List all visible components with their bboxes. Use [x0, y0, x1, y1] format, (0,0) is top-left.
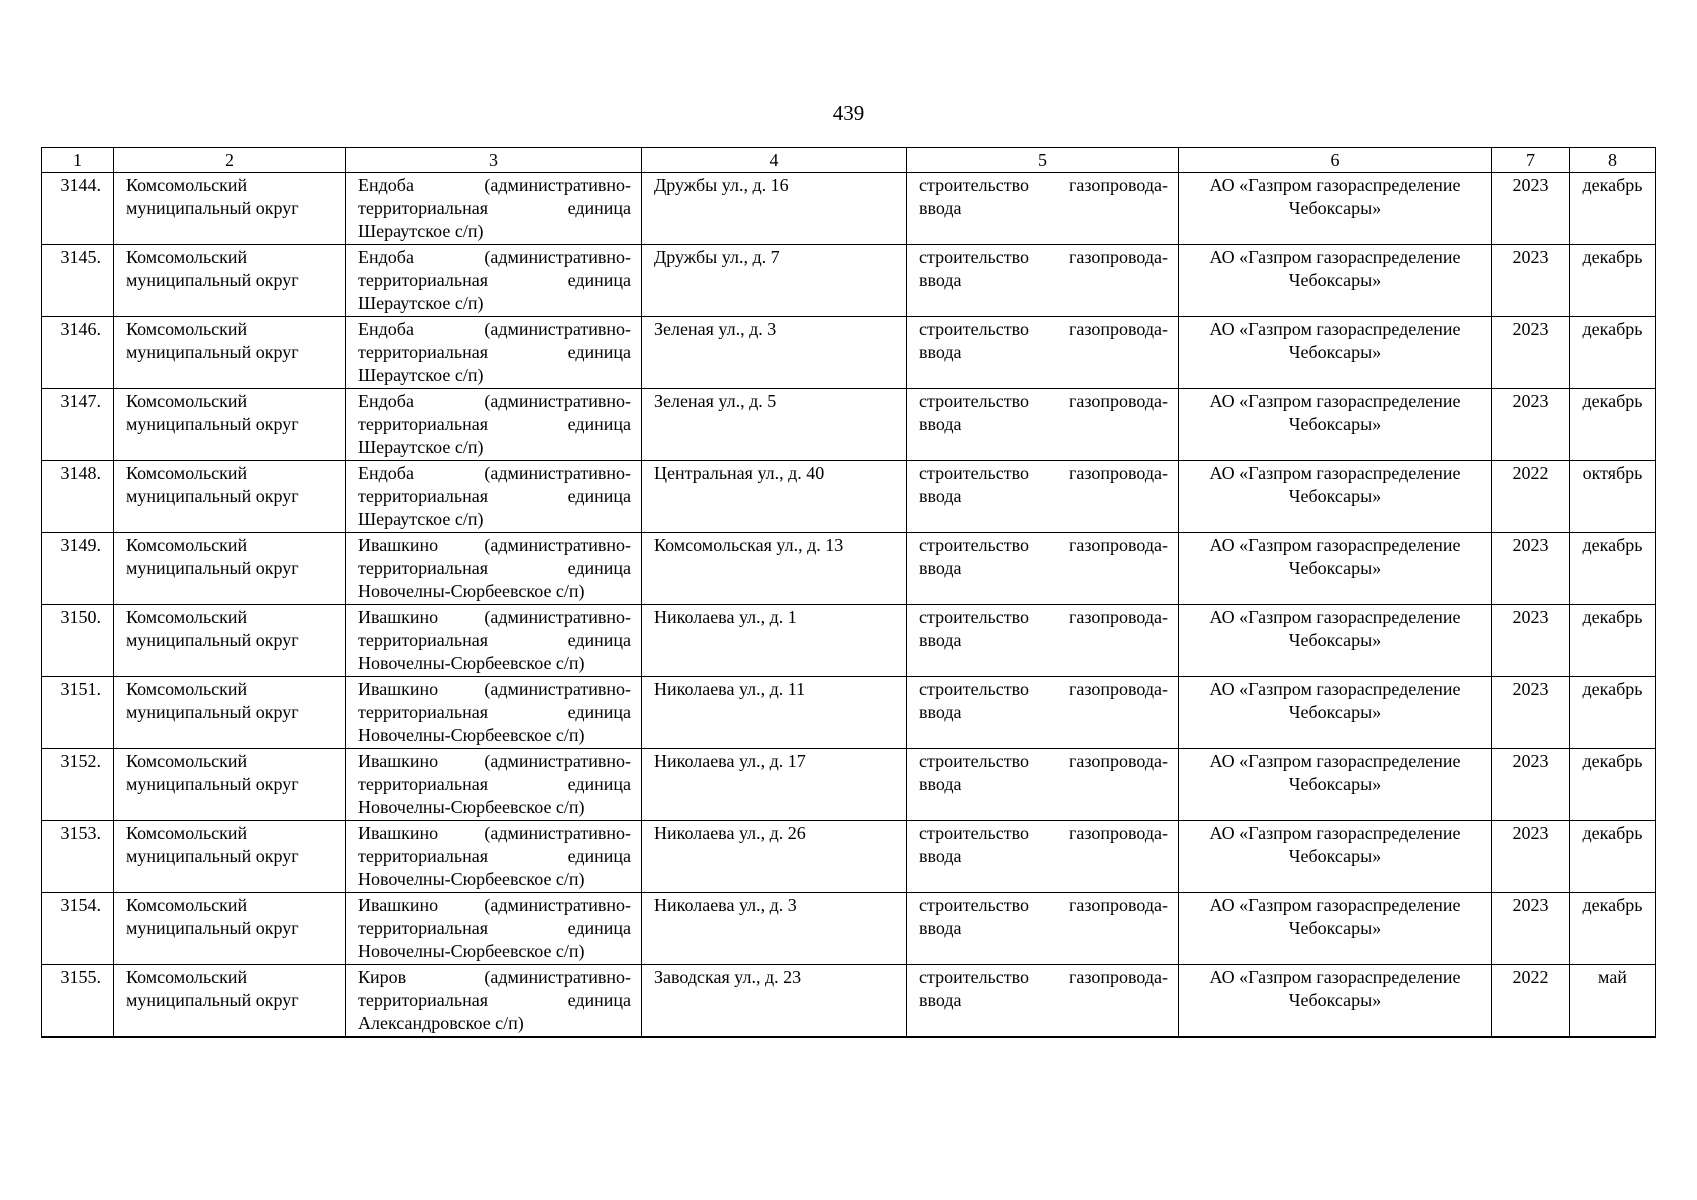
district-cell: Комсомольский муниципальный округ [114, 317, 346, 389]
table-header-row [42, 148, 1656, 173]
month-cell: декабрь [1570, 749, 1656, 821]
district-cell: Комсомольский муниципальный округ [114, 893, 346, 965]
row-number: 3155. [42, 965, 114, 1038]
operator-cell: АО «Газпром газораспределение Чебоксары» [1179, 317, 1492, 389]
objects-table [41, 147, 1656, 1038]
operator-cell: АО «Газпром газораспределение Чебоксары» [1179, 533, 1492, 605]
col-header-5: 5 [907, 148, 1179, 173]
district-cell: Комсомольский муниципальный округ [114, 245, 346, 317]
work-cell: строительство газопровода-ввода [907, 965, 1179, 1038]
row-number: 3145. [42, 245, 114, 317]
address-cell: Николаева ул., д. 11 [642, 677, 907, 749]
col-header-6: 6 [1179, 148, 1492, 173]
district-cell: Комсомольский муниципальный округ [114, 965, 346, 1038]
work-cell: строительство газопровода-ввода [907, 389, 1179, 461]
row-number: 3146. [42, 317, 114, 389]
operator-cell: АО «Газпром газораспределение Чебоксары» [1179, 605, 1492, 677]
address-cell: Николаева ул., д. 26 [642, 821, 907, 893]
year-cell: 2023 [1492, 245, 1570, 317]
month-cell: октябрь [1570, 461, 1656, 533]
address-cell: Зеленая ул., д. 5 [642, 389, 907, 461]
work-cell: строительство газопровода-ввода [907, 677, 1179, 749]
work-cell: строительство газопровода-ввода [907, 893, 1179, 965]
operator-cell: АО «Газпром газораспределение Чебоксары» [1179, 461, 1492, 533]
month-cell: май [1570, 965, 1656, 1038]
table-row [42, 317, 1656, 389]
operator-cell: АО «Газпром газораспределение Чебоксары» [1179, 893, 1492, 965]
address-cell: Комсомольская ул., д. 13 [642, 533, 907, 605]
table-row [42, 893, 1656, 965]
work-cell: строительство газопровода-ввода [907, 245, 1179, 317]
row-number: 3151. [42, 677, 114, 749]
locality-cell: Ендоба (административно-территориальная единица Шераутское с/п) [346, 173, 642, 245]
table-row [42, 173, 1656, 245]
district-cell: Комсомольский муниципальный округ [114, 389, 346, 461]
operator-cell: АО «Газпром газораспределение Чебоксары» [1179, 389, 1492, 461]
col-header-8: 8 [1570, 148, 1656, 173]
district-cell: Комсомольский муниципальный округ [114, 605, 346, 677]
operator-cell: АО «Газпром газораспределение Чебоксары» [1179, 749, 1492, 821]
table-row [42, 389, 1656, 461]
work-cell: строительство газопровода-ввода [907, 317, 1179, 389]
month-cell: декабрь [1570, 389, 1656, 461]
locality-cell: Киров (административно-территориальная единица Александровское с/п) [346, 965, 642, 1038]
year-cell: 2023 [1492, 677, 1570, 749]
page-number: 439 [832, 101, 865, 125]
row-number: 3147. [42, 389, 114, 461]
month-cell: декабрь [1570, 533, 1656, 605]
work-cell: строительство газопровода-ввода [907, 821, 1179, 893]
table-row [42, 245, 1656, 317]
year-cell: 2023 [1492, 821, 1570, 893]
locality-cell: Ивашкино (административно-территориальная единица Новочелны-Сюрбеевское с/п) [346, 749, 642, 821]
col-header-1: 1 [42, 148, 114, 173]
district-cell: Комсомольский муниципальный округ [114, 173, 346, 245]
operator-cell: АО «Газпром газораспределение Чебоксары» [1179, 821, 1492, 893]
locality-cell: Ивашкино (административно-территориальная единица Новочелны-Сюрбеевское с/п) [346, 893, 642, 965]
row-number: 3149. [42, 533, 114, 605]
table-row [42, 821, 1656, 893]
row-number: 3150. [42, 605, 114, 677]
table-row [42, 677, 1656, 749]
address-cell: Николаева ул., д. 3 [642, 893, 907, 965]
address-cell: Дружбы ул., д. 7 [642, 245, 907, 317]
operator-cell: АО «Газпром газораспределение Чебоксары» [1179, 173, 1492, 245]
table-row [42, 461, 1656, 533]
month-cell: декабрь [1570, 317, 1656, 389]
district-cell: Комсомольский муниципальный округ [114, 461, 346, 533]
year-cell: 2023 [1492, 317, 1570, 389]
address-cell: Николаева ул., д. 1 [642, 605, 907, 677]
table-row [42, 749, 1656, 821]
address-cell: Заводская ул., д. 23 [642, 965, 907, 1038]
locality-cell: Ендоба (административно-территориальная единица Шераутское с/п) [346, 245, 642, 317]
locality-cell: Ивашкино (административно-территориальная единица Новочелны-Сюрбеевское с/п) [346, 533, 642, 605]
table-row [42, 605, 1656, 677]
locality-cell: Ендоба (административно-территориальная единица Шераутское с/п) [346, 317, 642, 389]
address-cell: Центральная ул., д. 40 [642, 461, 907, 533]
year-cell: 2022 [1492, 965, 1570, 1038]
work-cell: строительство газопровода-ввода [907, 533, 1179, 605]
row-number: 3153. [42, 821, 114, 893]
col-header-7: 7 [1492, 148, 1570, 173]
address-cell: Николаева ул., д. 17 [642, 749, 907, 821]
district-cell: Комсомольский муниципальный округ [114, 821, 346, 893]
district-cell: Комсомольский муниципальный округ [114, 749, 346, 821]
month-cell: декабрь [1570, 173, 1656, 245]
row-number: 3154. [42, 893, 114, 965]
col-header-2: 2 [114, 148, 346, 173]
year-cell: 2023 [1492, 605, 1570, 677]
col-header-4: 4 [642, 148, 907, 173]
year-cell: 2023 [1492, 389, 1570, 461]
col-header-3: 3 [346, 148, 642, 173]
month-cell: декабрь [1570, 677, 1656, 749]
operator-cell: АО «Газпром газораспределение Чебоксары» [1179, 677, 1492, 749]
month-cell: декабрь [1570, 245, 1656, 317]
locality-cell: Ендоба (административно-территориальная единица Шераутское с/п) [346, 461, 642, 533]
table-row [42, 533, 1656, 605]
locality-cell: Ивашкино (административно-территориальная единица Новочелны-Сюрбеевское с/п) [346, 605, 642, 677]
locality-cell: Ендоба (административно-территориальная единица Шераутское с/п) [346, 389, 642, 461]
work-cell: строительство газопровода-ввода [907, 605, 1179, 677]
row-number: 3152. [42, 749, 114, 821]
work-cell: строительство газопровода-ввода [907, 749, 1179, 821]
year-cell: 2023 [1492, 749, 1570, 821]
locality-cell: Ивашкино (административно-территориальная единица Новочелны-Сюрбеевское с/п) [346, 677, 642, 749]
row-number: 3144. [42, 173, 114, 245]
table-row [42, 965, 1656, 1038]
year-cell: 2022 [1492, 461, 1570, 533]
work-cell: строительство газопровода-ввода [907, 461, 1179, 533]
district-cell: Комсомольский муниципальный округ [114, 677, 346, 749]
operator-cell: АО «Газпром газораспределение Чебоксары» [1179, 245, 1492, 317]
month-cell: декабрь [1570, 605, 1656, 677]
month-cell: декабрь [1570, 893, 1656, 965]
work-cell: строительство газопровода-ввода [907, 173, 1179, 245]
year-cell: 2023 [1492, 173, 1570, 245]
month-cell: декабрь [1570, 821, 1656, 893]
district-cell: Комсомольский муниципальный округ [114, 533, 346, 605]
row-number: 3148. [42, 461, 114, 533]
address-cell: Дружбы ул., д. 16 [642, 173, 907, 245]
locality-cell: Ивашкино (административно-территориальная единица Новочелны-Сюрбеевское с/п) [346, 821, 642, 893]
year-cell: 2023 [1492, 533, 1570, 605]
year-cell: 2023 [1492, 893, 1570, 965]
operator-cell: АО «Газпром газораспределение Чебоксары» [1179, 965, 1492, 1038]
address-cell: Зеленая ул., д. 3 [642, 317, 907, 389]
